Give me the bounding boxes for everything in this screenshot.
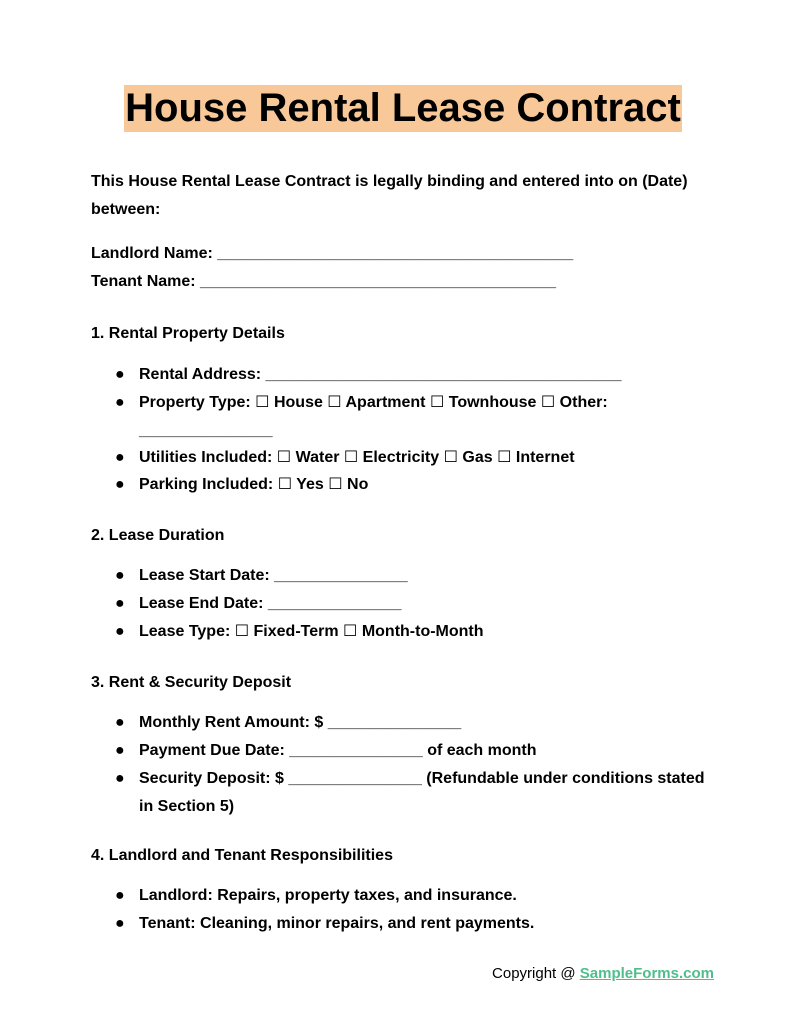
list-item-text: Landlord: Repairs, property taxes, and insurance.: [139, 887, 517, 904]
list-item-text: Payment Due Date: _______________ of each month: [139, 742, 537, 759]
section-heading: 2. Lease Duration: [91, 527, 225, 544]
list-item: [91, 590, 716, 618]
list-item-text: Lease Type: ☐ Fixed-Term ☐ Month-to-Month: [139, 623, 484, 640]
section-list: [91, 361, 716, 499]
list-item: [91, 882, 716, 910]
list-item: [91, 361, 716, 389]
bullet-icon: ●: [115, 394, 125, 411]
bullet-icon: ●: [115, 742, 125, 759]
list-item-text: Utilities Included: ☐ Water ☐ Electricity ☐ Gas ☐ Internet: [139, 449, 575, 466]
list-item-text: Lease Start Date: _______________: [139, 567, 408, 584]
bullet-icon: ●: [115, 714, 125, 731]
document-body: [91, 168, 716, 938]
list-item-text: Lease End Date: _______________: [139, 595, 402, 612]
bullet-icon: ●: [115, 595, 125, 612]
list-item-text: Tenant: Cleaning, minor repairs, and rent payments.: [139, 915, 535, 932]
section-list: [91, 562, 716, 646]
section-list: [91, 882, 716, 938]
footer-copyright: [492, 965, 714, 982]
tenant-name-line: Tenant Name: ________________________________________: [91, 273, 556, 290]
section-heading: 3. Rent & Security Deposit: [91, 674, 292, 691]
list-item: [91, 562, 716, 590]
section-list: [91, 709, 716, 821]
list-item: [91, 618, 716, 646]
list-item-text: Property Type: ☐ House ☐ Apartment ☐ Townhouse ☐ Other: _______________: [139, 394, 608, 439]
bullet-icon: ●: [115, 366, 125, 383]
list-item: [91, 910, 716, 938]
list-item-text: Monthly Rent Amount: $ _______________: [139, 714, 462, 731]
list-item-text: Parking Included: ☐ Yes ☐ No: [139, 476, 369, 493]
list-item-text: Security Deposit: $ _______________ (Refundable under conditions stated in Section 5): [139, 770, 705, 815]
bullet-icon: ●: [115, 887, 125, 904]
list-item-text: Rental Address: ________________________________________: [139, 366, 622, 383]
list-item: [91, 765, 716, 821]
list-item: [91, 444, 716, 471]
landlord-name-line: Landlord Name: ________________________________________: [91, 245, 574, 262]
list-item: [91, 389, 716, 445]
bullet-icon: ●: [115, 567, 125, 584]
document-title: House Rental Lease Contract: [125, 86, 681, 130]
bullet-icon: ●: [115, 623, 125, 640]
list-item: [91, 471, 716, 499]
brand-link[interactable]: SampleForms.com: [579, 965, 714, 982]
bullet-icon: ●: [115, 449, 125, 466]
section-heading: 4. Landlord and Tenant Responsibilities: [91, 847, 393, 864]
list-item: [91, 709, 716, 737]
title-container: [0, 85, 806, 132]
bullet-icon: ●: [115, 476, 125, 493]
bullet-icon: ●: [115, 770, 125, 787]
intro-paragraph: This House Rental Lease Contract is legally binding and entered into on (Date) between:: [91, 173, 688, 218]
bullet-icon: ●: [115, 915, 125, 932]
copyright-text: Copyright @: [492, 965, 576, 982]
section-heading: 1. Rental Property Details: [91, 325, 285, 342]
list-item: [91, 737, 716, 765]
